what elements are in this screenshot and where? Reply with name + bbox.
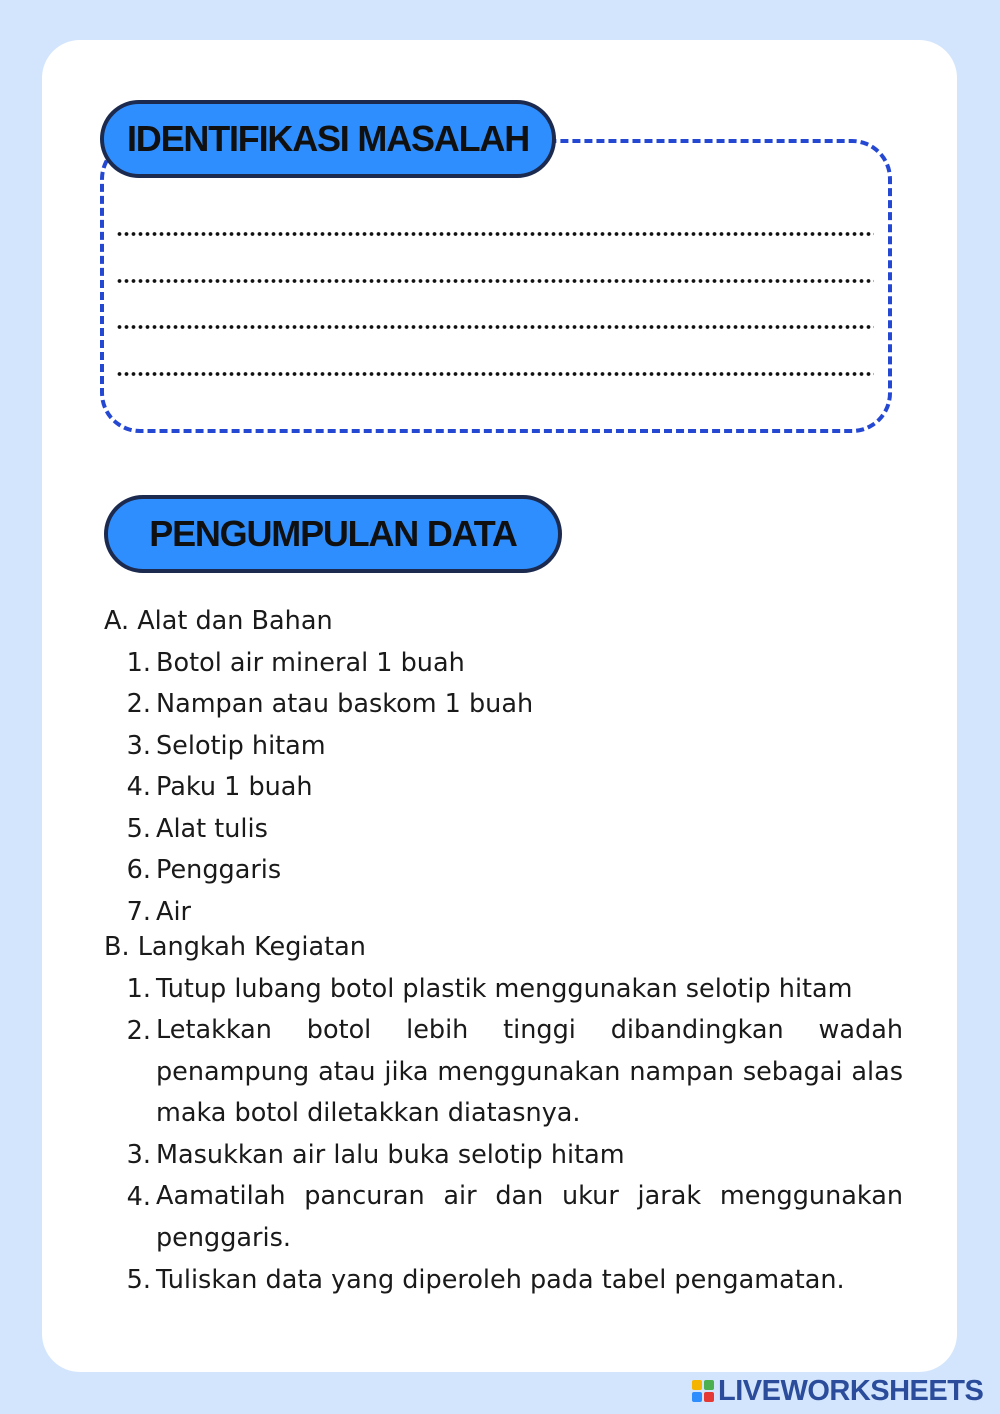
logo-square [704, 1380, 714, 1390]
list-item: Selotip hitam [156, 731, 326, 761]
step-number: 2. [126, 1016, 151, 1046]
liveworksheets-logo-icon [692, 1380, 714, 1402]
step-number: 5. [126, 1265, 151, 1295]
step-item: Letakkan botol lebih tinggi dibandingkan wadah penampung atau jika menggunakan nampan sebagai alas maka botol diletakkan diatasnya. [156, 1015, 903, 1128]
heading-alat-bahan: A. Alat dan Bahan [104, 606, 333, 636]
answer-line-1[interactable] [116, 230, 874, 238]
logo-square [692, 1392, 702, 1402]
logo-square [692, 1380, 702, 1390]
list-number: 2. [126, 689, 151, 719]
logo-square [704, 1392, 714, 1402]
list-number: 4. [126, 772, 151, 802]
list-item: Penggaris [156, 855, 282, 885]
step-item: Tutup lubang botol plastik menggunakan selotip hitam [156, 974, 853, 1004]
answer-box-identifikasi [100, 139, 892, 433]
section-title-identifikasi: IDENTIFIKASI MASALAH [100, 100, 556, 178]
step-item: Masukkan air lalu buka selotip hitam [156, 1140, 625, 1170]
list-number: 6. [126, 855, 151, 885]
list-item: Air [156, 897, 192, 927]
list-number: 1. [126, 648, 151, 678]
list-number: 3. [126, 731, 151, 761]
step-number: 1. [126, 974, 151, 1004]
step-number: 3. [126, 1140, 151, 1170]
list-item: Botol air mineral 1 buah [156, 648, 465, 678]
heading-langkah-kegiatan: B. Langkah Kegiatan [104, 932, 366, 962]
answer-line-3[interactable] [116, 323, 874, 331]
answer-line-4[interactable] [116, 370, 874, 378]
list-item: Nampan atau baskom 1 buah [156, 689, 534, 719]
list-number: 7. [126, 897, 151, 927]
liveworksheets-logo[interactable] [692, 1374, 983, 1408]
list-item: Paku 1 buah [156, 772, 313, 802]
liveworksheets-logo-text: LIVEWORKSHEETS [718, 1374, 984, 1407]
step-item: Aamatilah pancuran air dan ukur jarak menggunakan penggaris. [156, 1181, 903, 1253]
list-item: Alat tulis [156, 814, 268, 844]
list-number: 5. [126, 814, 151, 844]
step-number: 4. [126, 1182, 151, 1212]
answer-line-2[interactable] [116, 277, 874, 285]
step-item: Tuliskan data yang diperoleh pada tabel pengamatan. [156, 1265, 845, 1295]
section-title-pengumpulan: PENGUMPULAN DATA [104, 495, 562, 573]
